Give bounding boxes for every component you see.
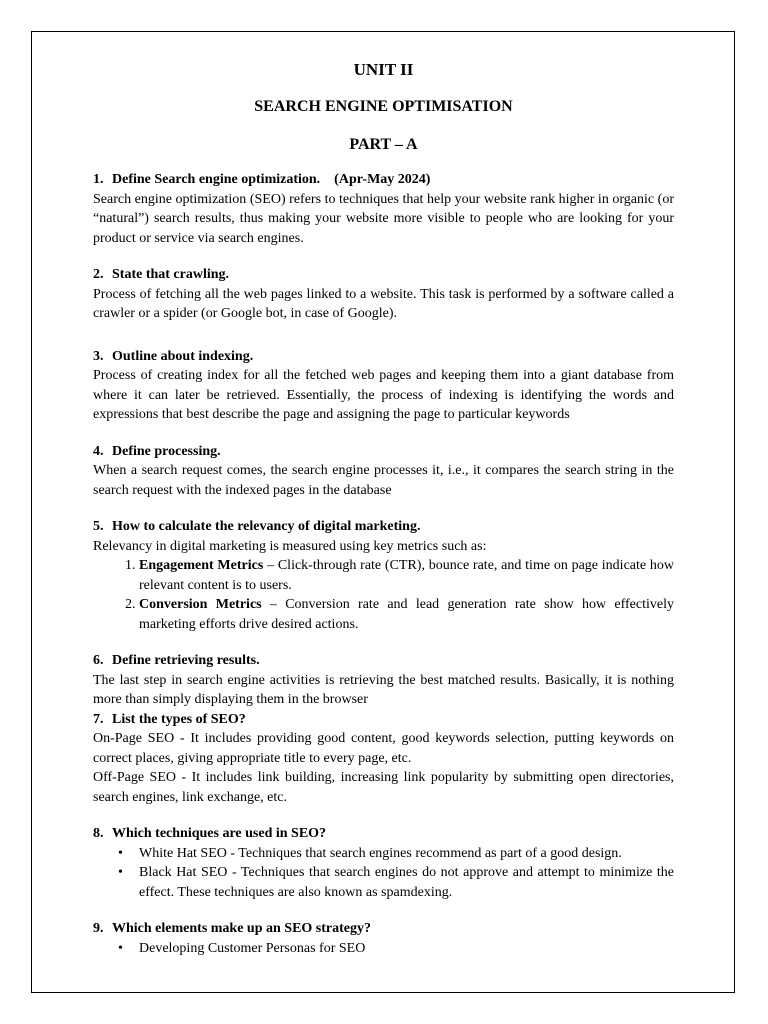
question-title: 5. How to calculate the relevancy of digital marketing. [93, 519, 421, 534]
list-item: • Black Hat SEO - Techniques that search engines do not approve and attempt to minimize the effect. These techniques are also known as spamdexing. [139, 863, 674, 902]
metrics-list [93, 556, 674, 634]
list-item: • White Hat SEO - Techniques that search engines recommend as part of a good design. [139, 844, 674, 864]
answer-text: The last step in search engine activities is retrieving the best matched results. Basically, it is nothing more than simply displaying them in the browser [93, 672, 674, 707]
answer-text: Off-Page SEO - It includes link building, increasing link popularity by submitting open directories, search engines, link exchange, etc. [93, 770, 674, 805]
answer-text: On-Page SEO - It includes providing good content, good keywords selection, putting keywords on correct places, giving appropriate title to every page, etc. [93, 731, 674, 766]
list-item: 2. Conversion Metrics – Conversion rate and lead generation rate show how effectively marketing efforts drive desired actions. [139, 595, 674, 634]
question-2 [93, 265, 674, 324]
exam-date: (Apr-May 2024) [334, 172, 431, 187]
question-3 [93, 347, 674, 425]
list-item: 1. Engagement Metrics – Click-through rate (CTR), bounce rate, and time on page indicate how relevant content is to users. [139, 556, 674, 595]
answer-text: Relevancy in digital marketing is measured using key metrics such as: [93, 538, 487, 554]
question-list [93, 170, 674, 958]
answer-text: When a search request comes, the search engine processes it, i.e., it compares the search string in the search request with the indexed pages in the database [93, 463, 674, 498]
question-9 [93, 919, 674, 958]
question-title: 9. Which elements make up an SEO strategy? [93, 921, 371, 936]
question-8 [93, 824, 674, 902]
list-item: • Developing Customer Personas for SEO [139, 939, 674, 959]
answer-text: Process of fetching all the web pages linked to a website. This task is performed by a software called a crawler or a spider (or Google bot, in case of Google). [93, 286, 674, 321]
answer-text: Search engine optimization (SEO) refers to techniques that help your website rank higher in organic (or “natural”) search results, thus making your website more visible to people who are looking for your product or service via search engines. [93, 191, 674, 246]
question-4 [93, 442, 674, 501]
techniques-list [93, 844, 674, 903]
question-7 [93, 710, 674, 808]
question-title: 8. Which techniques are used in SEO? [93, 826, 327, 841]
question-title: 2. State that crawling. [93, 267, 230, 282]
question-title: 6. Define retrieving results. [93, 653, 260, 668]
document-title: SEARCH ENGINE OPTIMISATION [254, 98, 513, 115]
question-6 [93, 651, 674, 710]
part-heading: PART – A [349, 136, 418, 153]
document-content [93, 58, 674, 958]
question-title: 7. List the types of SEO? [93, 711, 246, 727]
question-title: 4. Define processing. [93, 443, 221, 459]
answer-text: Process of creating index for all the fetched web pages and keeping them into a giant database from where it can later be retrieved. Essentially, the process of indexing is identifying the words and expressions that best describe the page and assigning the page to particular keywords [93, 368, 674, 422]
strategy-list [93, 939, 674, 959]
question-1 [93, 170, 674, 248]
question-5 [93, 517, 674, 634]
question-title: 3. Outline about indexing. [93, 348, 254, 364]
unit-heading: UNIT II [353, 60, 414, 79]
question-title: 1. Define Search engine optimization. (Apr-May 2024) [93, 172, 431, 187]
